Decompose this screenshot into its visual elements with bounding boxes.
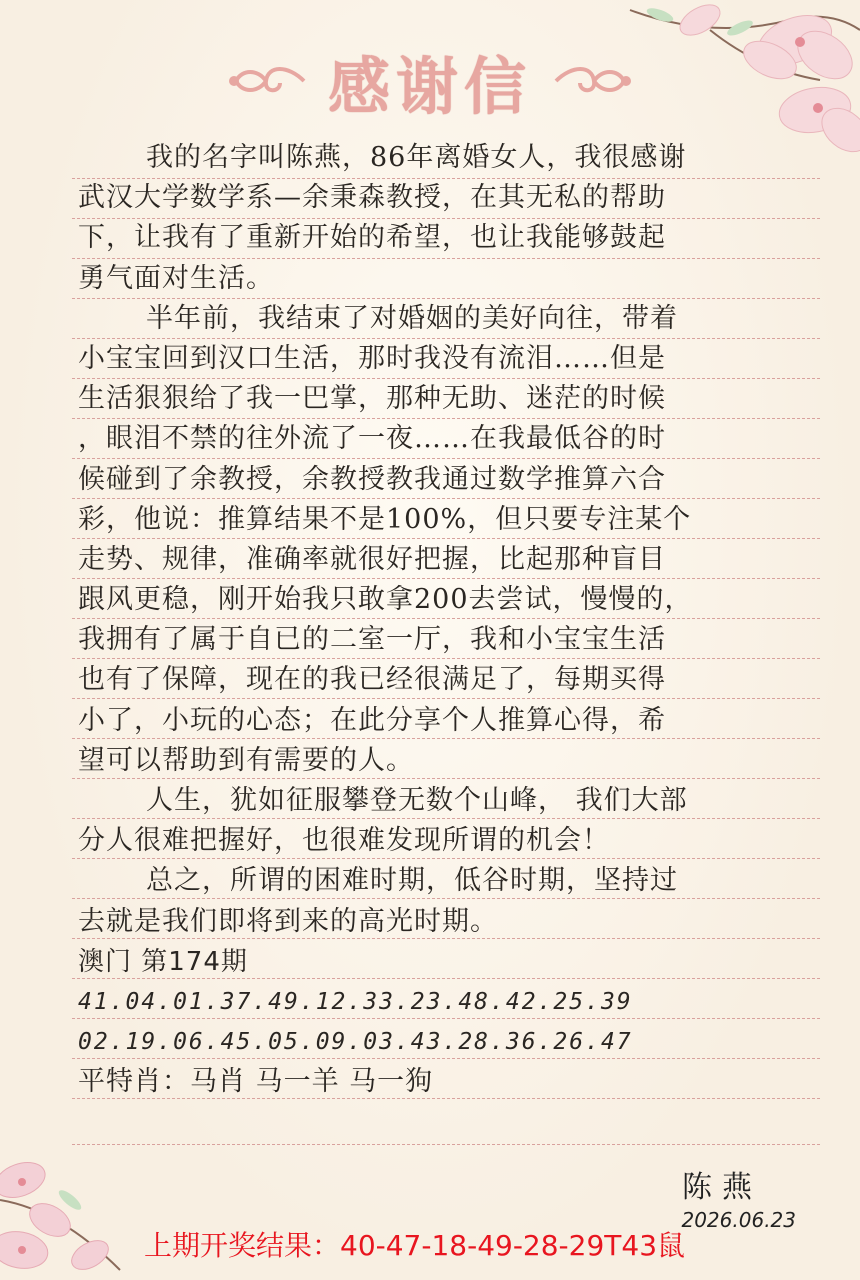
text-line: 也有了保障，现在的我已经很满足了，每期买得 <box>78 664 666 696</box>
title-area <box>0 36 860 126</box>
text-line: 走势、规律，准确率就很好把握，比起那种盲目 <box>78 543 666 575</box>
text-line: 总之，所谓的困难时期，低谷时期，坚持过 <box>146 865 678 897</box>
text-line: 武汉大学数学系—余秉森教授，在其无私的帮助 <box>78 182 666 214</box>
text-line: 去就是我们即将到来的高光时期。 <box>78 905 498 937</box>
text-line: 勇气面对生活。 <box>78 262 274 294</box>
text-line: 望可以帮助到有需要的人。 <box>78 744 414 776</box>
text-line: 候碰到了余教授，余教授教我通过数学推算六合 <box>78 463 666 495</box>
issue-heading: 澳门 第174期 <box>78 946 248 977</box>
text-line: 跟风更稳，刚开始我只敢拿200去尝试，慢慢的， <box>78 584 693 616</box>
letter-title: 感谢信 <box>327 49 532 123</box>
numbers-line-1: 41.04.01.37.49.12.33.23.48.42.25.39 <box>78 988 633 1015</box>
text-line: 分人很难把握好，也很难发现所谓的机会！ <box>78 825 610 857</box>
text-line: 半年前，我结束了对婚姻的美好向往，带着 <box>146 302 678 334</box>
text-line: 小了，小玩的心态；在此分享个人推算心得，希 <box>78 704 666 736</box>
numbers-line-2: 02.19.06.45.05.09.03.43.28.36.26.47 <box>78 1029 633 1056</box>
previous-draw-result: 上期开奖结果：40-47-18-49-28-29T43鼠 <box>144 1229 686 1262</box>
zodiac-line: 平特肖：马肖 马一羊 马一狗 <box>78 1066 434 1098</box>
text-line: 小宝宝回到汉口生活，那时我没有流泪……但是 <box>78 342 666 374</box>
text-line: ，眼泪不禁的往外流了一夜……在我最低谷的时 <box>78 423 666 455</box>
text-line: 彩，他说：推算结果不是100%，但只要专注某个 <box>78 503 692 535</box>
text-line: 下，让我有了重新开始的希望，也让我能够鼓起 <box>78 222 666 254</box>
ornament-right-icon <box>554 61 632 101</box>
text-line: 生活狠狠给了我一巴掌，那种无助、迷茫的时候 <box>78 383 666 415</box>
text-line: 我的名字叫陈燕，86年离婚女人，我很感谢 <box>146 142 687 173</box>
ornament-left-icon <box>228 61 306 101</box>
text-line: 人生，犹如征服攀登无数个山峰， 我们大部 <box>146 785 688 816</box>
text-line: 我拥有了属于自已的二室一厅，我和小宝宝生活 <box>78 624 666 656</box>
signature: 陈燕 <box>682 1170 762 1205</box>
letter-body <box>78 138 798 1103</box>
letter-date: 2026.06.23 <box>681 1208 796 1232</box>
